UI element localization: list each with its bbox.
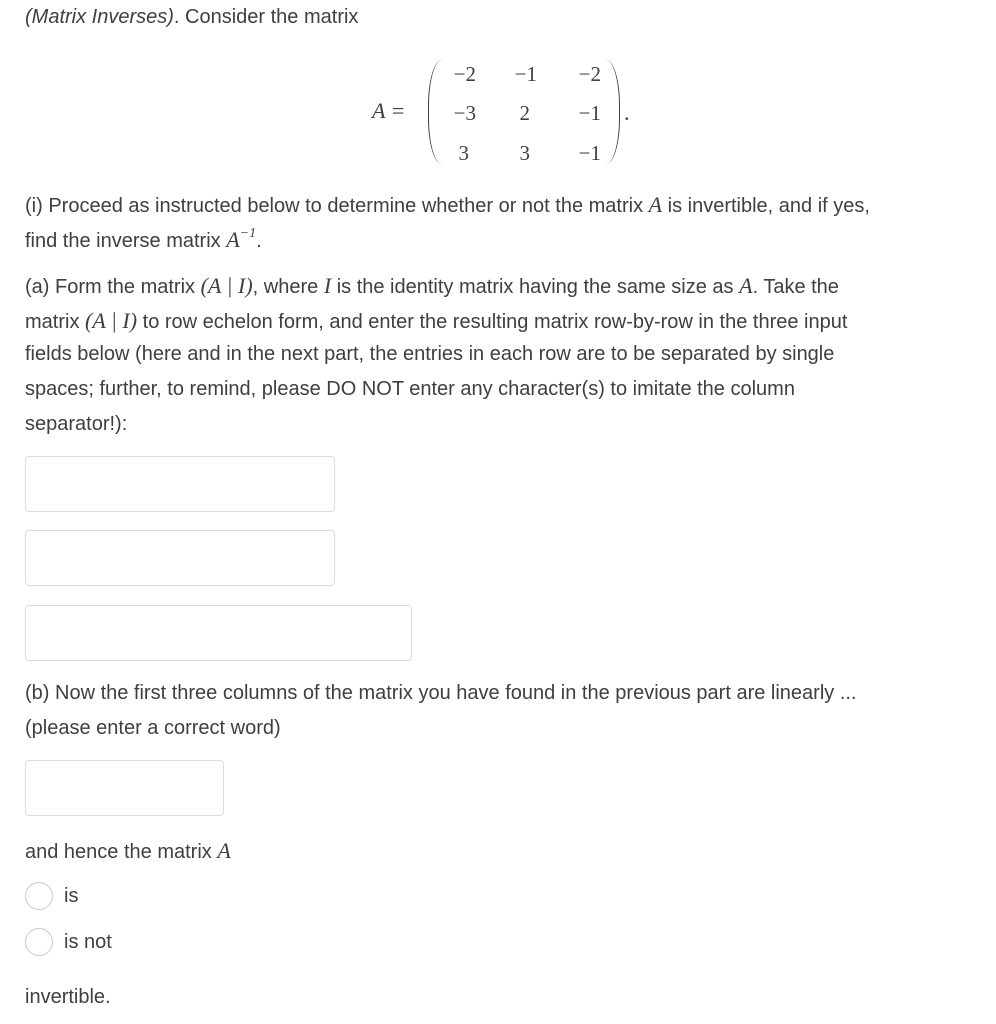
part-b-line-1: (b) Now the first three columns of the matrix you have found in the previous part are linearly ...	[25, 682, 857, 704]
problem-intro-text: . Consider the matrix	[173, 6, 359, 28]
part-i-text: find the inverse matrix	[25, 230, 227, 252]
math-a-inverse	[226, 227, 256, 252]
math-a-inverse-base: A	[226, 227, 240, 252]
matrix-cell: −3	[453, 101, 476, 125]
math-augmented-matrix: (A | I)	[85, 308, 138, 333]
closing-text: invertible.	[25, 986, 111, 1008]
part-a-line-2	[25, 308, 847, 334]
matrix-cell: 3	[519, 141, 530, 165]
part-a-text: , where	[252, 276, 324, 298]
radio-is-not[interactable]	[25, 928, 53, 956]
matrix-label-text: A =	[372, 98, 406, 123]
matrix-cell: −2	[578, 62, 601, 86]
problem-intro	[25, 6, 358, 29]
hence-line	[25, 838, 231, 864]
matrix-cell: −1	[514, 62, 537, 86]
matrix-cell: −1	[578, 101, 601, 125]
part-i-text: (i) Proceed as instructed below to determine whether or not the matrix	[25, 195, 649, 217]
part-i-line-2	[25, 227, 262, 253]
row-echelon-row-1-input[interactable]	[25, 456, 335, 512]
part-i-text: .	[256, 230, 262, 252]
option-is[interactable]	[25, 880, 78, 912]
radio-is[interactable]	[25, 882, 53, 910]
math-a: A	[648, 192, 663, 217]
option-is-label: is	[64, 884, 79, 907]
matrix-label	[372, 98, 405, 124]
part-i-text: is invertible, and if yes,	[662, 195, 870, 217]
math-augmented-matrix: (A | I)	[200, 273, 253, 298]
hence-text: and hence the matrix	[25, 841, 218, 863]
part-a-line-1	[25, 273, 839, 299]
matrix-cell: 2	[519, 101, 530, 125]
part-a-text: is the identity matrix having the same size as	[331, 276, 740, 298]
part-a-line-4: spaces; further, to remind, please DO NOT enter any character(s) to imitate the column	[25, 378, 795, 400]
option-is-not[interactable]	[25, 926, 112, 958]
part-a-line-5: separator!):	[25, 413, 128, 435]
linearly-word-input[interactable]	[25, 760, 224, 816]
part-a-line-3: fields below (here and in the next part, the entries in each row are to be separated by single	[25, 343, 835, 365]
part-a-text: to row echelon form, and enter the resulting matrix row-by-row in the three input	[137, 311, 848, 333]
matrix-trailing-period: .	[624, 100, 630, 125]
row-echelon-row-2-input[interactable]	[25, 530, 335, 586]
matrix-cell: −2	[453, 62, 476, 86]
row-echelon-row-3-input[interactable]	[25, 605, 412, 661]
math-a: A	[739, 273, 753, 298]
problem-title: (Matrix Inverses)	[25, 6, 174, 28]
part-i-line-1	[25, 192, 870, 218]
part-a-text: . Take the	[752, 276, 839, 298]
part-a-text: (a) Form the matrix	[25, 276, 201, 298]
matrix-cell: −1	[578, 141, 601, 165]
option-is-not-label: is not	[64, 930, 112, 953]
part-a-text: matrix	[25, 311, 85, 333]
math-a-inverse-exponent: −1	[239, 226, 257, 241]
math-i: I	[323, 273, 332, 298]
matrix-cell: 3	[458, 141, 469, 165]
math-a: A	[217, 838, 231, 863]
part-b-line-2: (please enter a correct word)	[25, 717, 281, 739]
